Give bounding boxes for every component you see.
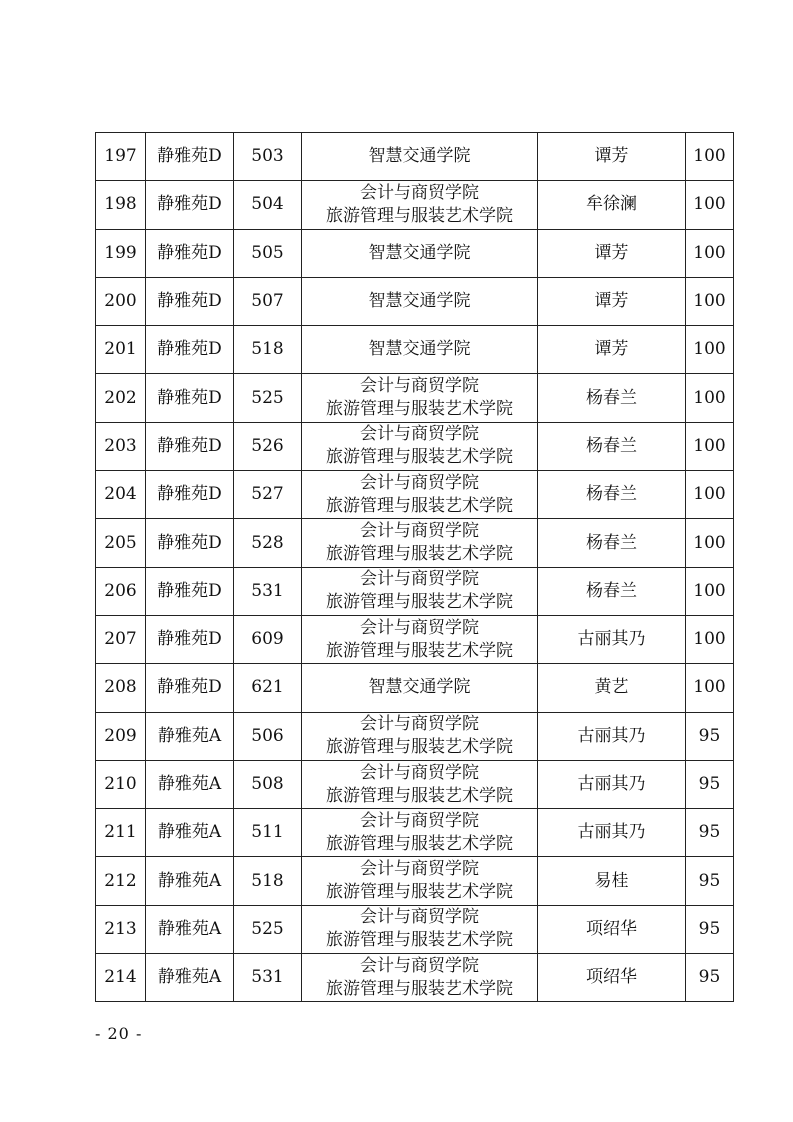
row-number-cell: 214 — [96, 954, 146, 1002]
building-cell: 静雅苑D — [146, 664, 234, 712]
table-row — [96, 567, 734, 615]
college-name: 智慧交通学院 — [368, 677, 471, 698]
college-name: 会计与商贸学院 — [360, 521, 479, 542]
college-name: 会计与商贸学院 — [360, 472, 479, 493]
college-name: 旅游管理与服装艺术学院 — [326, 399, 513, 420]
table-row — [96, 471, 734, 519]
score-cell: 100 — [686, 567, 734, 615]
room-number-cell: 518 — [234, 857, 302, 905]
college-cell — [302, 905, 538, 953]
table-row — [96, 954, 734, 1002]
person-in-charge-cell: 杨春兰 — [538, 519, 686, 567]
dormitory-score-table — [95, 132, 734, 1002]
score-cell: 100 — [686, 374, 734, 422]
college-cell — [302, 857, 538, 905]
score-cell: 100 — [686, 181, 734, 229]
building-cell: 静雅苑D — [146, 471, 234, 519]
room-number-cell: 531 — [234, 954, 302, 1002]
college-name: 旅游管理与服装艺术学院 — [326, 737, 513, 758]
room-number-cell: 505 — [234, 229, 302, 277]
college-name: 旅游管理与服装艺术学院 — [326, 205, 513, 226]
score-cell: 95 — [686, 905, 734, 953]
row-number-cell: 197 — [96, 133, 146, 181]
row-number-cell: 204 — [96, 471, 146, 519]
room-number-cell: 528 — [234, 519, 302, 567]
table-row — [96, 664, 734, 712]
row-number-cell: 210 — [96, 760, 146, 808]
score-cell: 95 — [686, 857, 734, 905]
building-cell: 静雅苑A — [146, 760, 234, 808]
college-cell — [302, 519, 538, 567]
person-in-charge-cell: 杨春兰 — [538, 471, 686, 519]
score-cell: 100 — [686, 422, 734, 470]
room-number-cell: 504 — [234, 181, 302, 229]
college-name: 会计与商贸学院 — [360, 424, 479, 445]
person-in-charge-cell: 杨春兰 — [538, 567, 686, 615]
college-cell — [302, 277, 538, 325]
row-number-cell: 199 — [96, 229, 146, 277]
college-name: 旅游管理与服装艺术学院 — [326, 833, 513, 854]
person-in-charge-cell: 易桂 — [538, 857, 686, 905]
table-row — [96, 857, 734, 905]
row-number-cell: 202 — [96, 374, 146, 422]
row-number-cell: 205 — [96, 519, 146, 567]
score-cell: 100 — [686, 277, 734, 325]
row-number-cell: 203 — [96, 422, 146, 470]
person-in-charge-cell: 杨春兰 — [538, 422, 686, 470]
score-cell: 95 — [686, 954, 734, 1002]
table-row — [96, 422, 734, 470]
score-cell: 95 — [686, 712, 734, 760]
college-name: 旅游管理与服装艺术学院 — [326, 785, 513, 806]
college-name: 旅游管理与服装艺术学院 — [326, 592, 513, 613]
college-name: 旅游管理与服装艺术学院 — [326, 495, 513, 516]
table-body — [96, 133, 734, 1002]
building-cell: 静雅苑D — [146, 374, 234, 422]
table-row — [96, 905, 734, 953]
row-number-cell: 207 — [96, 615, 146, 663]
college-name: 会计与商贸学院 — [360, 376, 479, 397]
table-row — [96, 229, 734, 277]
person-in-charge-cell: 项绍华 — [538, 905, 686, 953]
person-in-charge-cell: 项绍华 — [538, 954, 686, 1002]
building-cell: 静雅苑D — [146, 422, 234, 470]
row-number-cell: 208 — [96, 664, 146, 712]
table-row — [96, 760, 734, 808]
building-cell: 静雅苑D — [146, 519, 234, 567]
college-cell — [302, 229, 538, 277]
building-cell: 静雅苑A — [146, 905, 234, 953]
person-in-charge-cell: 杨春兰 — [538, 374, 686, 422]
building-cell: 静雅苑D — [146, 567, 234, 615]
person-in-charge-cell: 谭芳 — [538, 133, 686, 181]
college-name: 旅游管理与服装艺术学院 — [326, 447, 513, 468]
room-number-cell: 525 — [234, 374, 302, 422]
college-cell — [302, 712, 538, 760]
row-number-cell: 201 — [96, 326, 146, 374]
college-name: 会计与商贸学院 — [360, 907, 479, 928]
score-cell: 95 — [686, 760, 734, 808]
building-cell: 静雅苑A — [146, 712, 234, 760]
table-row — [96, 374, 734, 422]
row-number-cell: 209 — [96, 712, 146, 760]
table-row — [96, 326, 734, 374]
building-cell: 静雅苑D — [146, 181, 234, 229]
building-cell: 静雅苑D — [146, 229, 234, 277]
table-row — [96, 277, 734, 325]
college-name: 旅游管理与服装艺术学院 — [326, 930, 513, 951]
person-in-charge-cell: 古丽其乃 — [538, 615, 686, 663]
row-number-cell: 198 — [96, 181, 146, 229]
row-number-cell: 212 — [96, 857, 146, 905]
score-cell: 100 — [686, 471, 734, 519]
page-number: - 20 - — [95, 1024, 143, 1043]
person-in-charge-cell: 黄艺 — [538, 664, 686, 712]
person-in-charge-cell: 古丽其乃 — [538, 809, 686, 857]
score-cell: 100 — [686, 615, 734, 663]
row-number-cell: 206 — [96, 567, 146, 615]
table-row — [96, 712, 734, 760]
college-name: 会计与商贸学院 — [360, 182, 479, 203]
score-cell: 100 — [686, 229, 734, 277]
person-in-charge-cell: 古丽其乃 — [538, 760, 686, 808]
row-number-cell: 213 — [96, 905, 146, 953]
row-number-cell: 211 — [96, 809, 146, 857]
room-number-cell: 506 — [234, 712, 302, 760]
college-name: 旅游管理与服装艺术学院 — [326, 640, 513, 661]
building-cell: 静雅苑A — [146, 954, 234, 1002]
person-in-charge-cell: 谭芳 — [538, 229, 686, 277]
room-number-cell: 531 — [234, 567, 302, 615]
score-cell: 100 — [686, 326, 734, 374]
college-cell — [302, 615, 538, 663]
building-cell: 静雅苑A — [146, 809, 234, 857]
college-name: 旅游管理与服装艺术学院 — [326, 544, 513, 565]
college-cell — [302, 760, 538, 808]
person-in-charge-cell: 谭芳 — [538, 277, 686, 325]
room-number-cell: 503 — [234, 133, 302, 181]
room-number-cell: 511 — [234, 809, 302, 857]
building-cell: 静雅苑A — [146, 857, 234, 905]
college-name: 智慧交通学院 — [368, 242, 471, 263]
college-name: 智慧交通学院 — [368, 146, 471, 167]
college-name: 会计与商贸学院 — [360, 762, 479, 783]
score-cell: 100 — [686, 519, 734, 567]
room-number-cell: 507 — [234, 277, 302, 325]
college-name: 会计与商贸学院 — [360, 617, 479, 638]
person-in-charge-cell: 牟徐澜 — [538, 181, 686, 229]
college-name: 智慧交通学院 — [368, 291, 471, 312]
college-cell — [302, 567, 538, 615]
score-cell: 100 — [686, 133, 734, 181]
row-number-cell: 200 — [96, 277, 146, 325]
building-cell: 静雅苑D — [146, 326, 234, 374]
table-row — [96, 519, 734, 567]
room-number-cell: 621 — [234, 664, 302, 712]
college-cell — [302, 133, 538, 181]
college-cell — [302, 954, 538, 1002]
college-cell — [302, 374, 538, 422]
table-row — [96, 615, 734, 663]
college-cell — [302, 471, 538, 519]
score-cell: 100 — [686, 664, 734, 712]
college-cell — [302, 664, 538, 712]
college-name: 会计与商贸学院 — [360, 714, 479, 735]
building-cell: 静雅苑D — [146, 133, 234, 181]
room-number-cell: 518 — [234, 326, 302, 374]
room-number-cell: 525 — [234, 905, 302, 953]
college-name: 智慧交通学院 — [368, 339, 471, 360]
college-name: 会计与商贸学院 — [360, 810, 479, 831]
score-cell: 95 — [686, 809, 734, 857]
college-name: 会计与商贸学院 — [360, 955, 479, 976]
table-row — [96, 181, 734, 229]
room-number-cell: 609 — [234, 615, 302, 663]
college-name: 会计与商贸学院 — [360, 859, 479, 880]
college-cell — [302, 809, 538, 857]
college-name: 旅游管理与服装艺术学院 — [326, 978, 513, 999]
room-number-cell: 526 — [234, 422, 302, 470]
person-in-charge-cell: 谭芳 — [538, 326, 686, 374]
building-cell: 静雅苑D — [146, 277, 234, 325]
room-number-cell: 508 — [234, 760, 302, 808]
college-cell — [302, 422, 538, 470]
table-row — [96, 133, 734, 181]
college-name: 旅游管理与服装艺术学院 — [326, 882, 513, 903]
room-number-cell: 527 — [234, 471, 302, 519]
building-cell: 静雅苑D — [146, 615, 234, 663]
college-cell — [302, 326, 538, 374]
person-in-charge-cell: 古丽其乃 — [538, 712, 686, 760]
table-row — [96, 809, 734, 857]
college-cell — [302, 181, 538, 229]
college-name: 会计与商贸学院 — [360, 569, 479, 590]
